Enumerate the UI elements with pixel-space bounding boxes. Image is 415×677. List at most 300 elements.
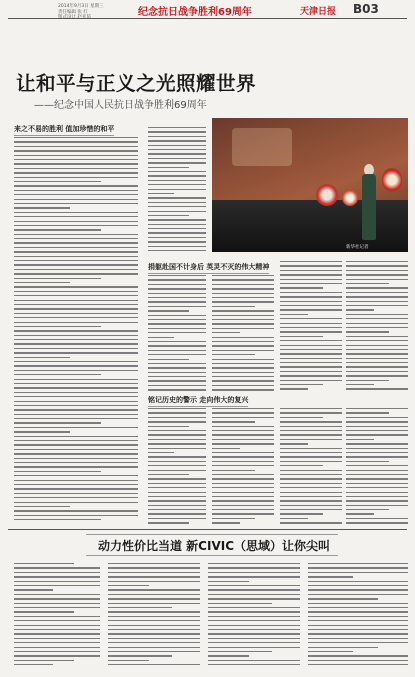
text-line [148, 162, 206, 163]
text-line [14, 427, 138, 428]
text-line [212, 483, 274, 484]
text-line [212, 430, 274, 431]
text-line [14, 629, 100, 630]
text-line [280, 371, 342, 372]
text-line [108, 607, 172, 608]
text-line [280, 492, 342, 493]
text-line [346, 261, 408, 262]
text-line [148, 250, 206, 251]
text-line [280, 474, 342, 475]
text-line [14, 365, 138, 366]
text-line [346, 380, 389, 381]
text-line [308, 611, 408, 612]
text-line [280, 261, 342, 262]
text-line [148, 184, 206, 185]
text-line [148, 461, 206, 462]
text-line [148, 513, 206, 514]
text-line [208, 581, 249, 582]
text-line [148, 293, 206, 294]
text-line [212, 363, 274, 364]
text-line [208, 576, 300, 577]
text-line [148, 465, 206, 466]
text-line [14, 620, 100, 621]
text-line [14, 497, 138, 498]
text-line [148, 153, 206, 154]
text-line [212, 385, 274, 386]
text-line [212, 328, 274, 329]
text-line [346, 505, 408, 506]
text-line [212, 522, 240, 523]
text-line [14, 449, 138, 450]
text-line [280, 461, 342, 462]
text-line [212, 319, 274, 320]
text-line [148, 136, 206, 137]
text-line [212, 505, 274, 506]
text-line [148, 246, 206, 247]
text-line [208, 629, 300, 630]
text-line [148, 288, 206, 289]
text-line [14, 194, 138, 195]
text-line [14, 339, 138, 340]
newspaper-logo: 天津日报 [300, 7, 337, 17]
text-line [208, 664, 300, 665]
text-line [148, 301, 206, 302]
text-line [148, 380, 206, 381]
text-line [212, 478, 274, 479]
article-column-5c [346, 405, 408, 525]
text-line [280, 509, 342, 510]
text-line [208, 660, 300, 661]
text-line [148, 518, 206, 519]
text-line [308, 576, 353, 577]
text-line [212, 518, 255, 519]
text-line [346, 456, 408, 457]
text-line [346, 375, 408, 376]
text-line [208, 620, 300, 621]
text-line [14, 387, 138, 388]
text-line [108, 633, 200, 634]
text-line [148, 487, 206, 488]
text-line [14, 300, 138, 301]
text-line [14, 651, 100, 652]
text-line [208, 638, 300, 639]
text-line [212, 412, 274, 413]
text-line [14, 357, 70, 358]
text-line [148, 310, 189, 311]
text-line [14, 326, 101, 327]
text-line [208, 647, 300, 648]
text-line [208, 594, 300, 595]
ad-column-3 [208, 560, 300, 670]
text-line [346, 513, 374, 514]
text-line [346, 283, 389, 284]
text-line [280, 279, 342, 280]
text-line [148, 167, 189, 168]
text-line [212, 417, 274, 418]
text-line [148, 376, 206, 377]
text-line [346, 448, 408, 449]
text-line [308, 629, 408, 630]
text-line [14, 322, 138, 323]
text-line [280, 470, 342, 471]
text-line [14, 563, 74, 564]
text-line [14, 660, 74, 661]
text-line [212, 367, 274, 368]
text-line [208, 607, 300, 608]
text-line [212, 372, 274, 373]
text-line [212, 376, 274, 377]
text-line [280, 318, 342, 319]
text-line [14, 146, 138, 147]
text-line [148, 470, 206, 471]
text-line [148, 430, 206, 431]
ad-column-1 [14, 560, 100, 670]
text-line [280, 340, 342, 341]
text-line [346, 336, 408, 337]
text-line [208, 633, 300, 634]
text-line [212, 350, 274, 351]
text-line [108, 638, 200, 639]
text-line [108, 655, 172, 656]
text-line [148, 372, 206, 373]
text-line [308, 655, 408, 656]
text-line [14, 431, 70, 432]
text-line [148, 219, 206, 220]
text-line [346, 287, 408, 288]
text-line [14, 177, 138, 178]
editor-credit: 责任编辑 张 红 [58, 9, 88, 15]
text-line [108, 611, 200, 612]
text-line [346, 388, 408, 389]
text-line [346, 487, 408, 488]
text-line [148, 202, 206, 203]
text-line [346, 461, 389, 462]
text-line [280, 408, 342, 409]
text-line [14, 159, 138, 160]
text-line [14, 638, 100, 639]
text-line [148, 452, 174, 453]
text-line [14, 418, 138, 419]
text-line [148, 158, 206, 159]
photo-credit: 新华社记者 [346, 245, 369, 250]
text-line [212, 456, 274, 457]
text-line [346, 434, 408, 435]
text-line [148, 332, 206, 333]
text-line [14, 234, 138, 235]
text-line [14, 458, 138, 459]
text-line [14, 405, 138, 406]
text-line [108, 572, 200, 573]
text-line [108, 581, 200, 582]
text-line [308, 594, 408, 595]
text-line [308, 651, 353, 652]
article-column-1 [14, 134, 138, 524]
text-line [280, 478, 342, 479]
text-line [14, 242, 138, 243]
text-line [280, 443, 308, 444]
text-line [212, 288, 274, 289]
text-line [14, 616, 100, 617]
text-line [308, 589, 408, 590]
main-headline: 让和平与正义之光照耀世界 [16, 72, 257, 95]
text-line [14, 150, 138, 151]
text-line [148, 193, 174, 194]
text-line [346, 279, 408, 280]
text-line [14, 401, 138, 402]
text-line [212, 332, 240, 333]
text-line [212, 306, 255, 307]
text-line [280, 301, 342, 302]
text-line [280, 336, 323, 337]
text-line [280, 375, 342, 376]
text-line [14, 436, 138, 437]
text-line [14, 585, 100, 586]
text-line [148, 315, 206, 316]
text-line [346, 292, 408, 293]
text-line [14, 308, 138, 309]
text-line [148, 483, 206, 484]
text-line [108, 642, 200, 643]
text-line [208, 572, 300, 573]
text-line [14, 199, 138, 200]
text-line [14, 462, 138, 463]
text-line [14, 229, 101, 230]
text-line [148, 171, 206, 172]
text-line [148, 412, 206, 413]
text-line [148, 522, 189, 523]
text-line [148, 319, 206, 320]
text-line [346, 474, 408, 475]
text-line [280, 505, 342, 506]
text-line [148, 215, 189, 216]
text-line [280, 417, 323, 418]
text-line [14, 317, 138, 318]
text-line [148, 228, 206, 229]
text-line [14, 581, 100, 582]
text-line [280, 452, 342, 453]
text-line [346, 323, 408, 324]
text-line [14, 251, 138, 252]
text-line [308, 572, 408, 573]
text-line [308, 638, 408, 639]
text-line [346, 270, 408, 271]
text-line [280, 296, 342, 297]
text-line [108, 616, 200, 617]
text-line [280, 456, 342, 457]
text-line [280, 265, 342, 266]
text-line [14, 396, 138, 397]
text-line [148, 367, 206, 368]
text-line [280, 500, 342, 501]
text-line [212, 337, 274, 338]
text-line [280, 270, 342, 271]
text-line [14, 664, 53, 665]
text-line [346, 274, 408, 275]
text-line [148, 131, 206, 132]
ad-rule [8, 529, 407, 530]
text-line [14, 155, 138, 156]
text-line [14, 260, 138, 261]
text-line [280, 426, 342, 427]
text-line [280, 323, 342, 324]
text-line [308, 660, 408, 661]
text-line [308, 603, 408, 604]
text-line [346, 417, 408, 418]
text-line [280, 366, 342, 367]
text-line [208, 567, 300, 568]
text-line [148, 206, 206, 207]
text-line [14, 352, 138, 353]
text-line [108, 651, 200, 652]
text-line [14, 480, 138, 481]
text-line [308, 664, 408, 665]
text-line [148, 492, 206, 493]
text-line [148, 279, 206, 280]
text-line [346, 371, 408, 372]
text-line [280, 487, 342, 488]
text-line [212, 487, 274, 488]
text-line [212, 297, 274, 298]
text-line [280, 384, 323, 385]
text-line [308, 567, 408, 568]
text-line [148, 145, 206, 146]
ad-column-4 [308, 560, 408, 670]
text-line [280, 345, 342, 346]
text-line [14, 471, 101, 472]
text-line [212, 496, 274, 497]
text-line [14, 502, 138, 503]
text-line [14, 589, 53, 590]
text-line [14, 515, 138, 516]
text-line [212, 492, 274, 493]
text-line [14, 379, 138, 380]
text-line [108, 629, 200, 630]
text-line [212, 509, 274, 510]
text-line [14, 361, 138, 362]
text-line [212, 315, 274, 316]
text-line [14, 567, 100, 568]
text-line [148, 359, 189, 360]
text-line [148, 241, 206, 242]
text-line [346, 430, 408, 431]
text-line [14, 519, 101, 520]
text-line [346, 345, 408, 346]
text-line [148, 140, 206, 141]
text-line [346, 492, 408, 493]
text-line [308, 607, 408, 608]
text-line [346, 509, 389, 510]
text-line [14, 264, 138, 265]
text-line [280, 353, 342, 354]
text-line [212, 439, 274, 440]
text-line [212, 293, 274, 294]
text-line [14, 642, 100, 643]
text-line [14, 216, 138, 217]
text-line [14, 141, 138, 142]
ad-column-2 [108, 560, 200, 670]
text-line [346, 349, 408, 350]
text-line [14, 466, 138, 467]
article-column-4b [280, 258, 342, 392]
text-line [212, 513, 274, 514]
text-line [148, 385, 206, 386]
text-line [148, 232, 206, 233]
text-line [280, 314, 308, 315]
text-line [14, 225, 138, 226]
text-line [212, 474, 274, 475]
text-line [346, 522, 408, 523]
text-line [212, 426, 274, 427]
text-line [212, 470, 255, 471]
text-line [148, 456, 206, 457]
text-line [148, 275, 206, 276]
section-heading-1: 来之不易的胜利 值加珍惜的和平 [14, 124, 114, 136]
text-line [14, 172, 138, 173]
text-line [212, 275, 274, 276]
article-column-3b [212, 272, 274, 392]
text-line [148, 297, 206, 298]
text-line [148, 509, 206, 510]
text-line [280, 448, 342, 449]
text-line [308, 563, 408, 564]
text-line [346, 296, 408, 297]
text-line [280, 380, 342, 381]
text-line [346, 412, 389, 413]
text-line [108, 585, 149, 586]
text-line [308, 616, 408, 617]
text-line [346, 500, 408, 501]
text-line [108, 563, 200, 564]
text-line [346, 426, 408, 427]
text-line [148, 189, 206, 190]
text-line [208, 642, 300, 643]
text-line [14, 422, 101, 423]
text-line [346, 478, 408, 479]
text-line [346, 309, 374, 310]
text-line [14, 370, 138, 371]
text-line [308, 585, 408, 586]
text-line [148, 505, 206, 506]
text-line [14, 335, 138, 336]
text-line [212, 434, 274, 435]
text-line [148, 474, 189, 475]
text-line [148, 496, 206, 497]
text-line [346, 331, 389, 332]
article-column-4c [280, 405, 342, 525]
text-line [14, 383, 138, 384]
text-line [108, 589, 200, 590]
text-line [148, 500, 206, 501]
text-line [14, 286, 138, 287]
text-line [208, 611, 300, 612]
text-line [148, 337, 174, 338]
text-line [14, 484, 138, 485]
text-line [14, 506, 70, 507]
text-line [346, 465, 408, 466]
text-line [14, 625, 100, 626]
text-line [14, 269, 138, 270]
text-line [14, 137, 138, 138]
text-line [212, 465, 274, 466]
article-column-3c [212, 405, 274, 525]
page-band-title: 纪念抗日战争胜利69周年 [138, 7, 252, 18]
section-heading-3: 铭记历史的警示 走向伟大的复兴 [148, 395, 248, 407]
text-line [308, 581, 408, 582]
text-line [14, 414, 138, 415]
section-heading-2: 捐躯赴国不计身后 英灵不灭的伟大精神 [148, 262, 269, 274]
text-line [280, 513, 323, 514]
article-column-2c [148, 405, 206, 525]
